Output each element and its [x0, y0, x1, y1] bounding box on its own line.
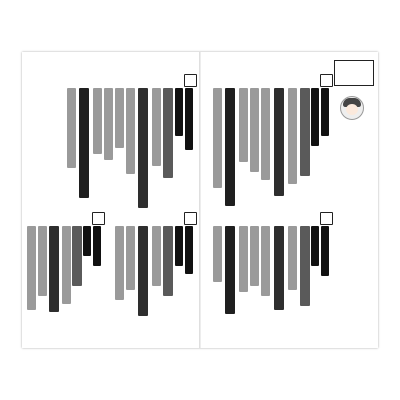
chapter-1-entry-2 — [288, 88, 297, 184]
chapter-3-sub-band-2 — [79, 88, 89, 198]
chapter-3-title — [185, 88, 193, 150]
chapter-3-entry-6 — [93, 88, 102, 154]
chapter-2-title — [321, 226, 329, 276]
chapter-4-entry-4 — [115, 226, 124, 300]
chapter-3-entry-5 — [104, 88, 113, 160]
chapter-3-entry-4 — [115, 88, 124, 148]
chapter-5-number — [92, 212, 105, 225]
chapter-5-title-line2 — [83, 226, 91, 256]
book-spread — [22, 52, 378, 348]
chapter-3-title-line2 — [175, 88, 183, 136]
chapter-5-entry-3 — [38, 226, 47, 296]
chapter-1-number — [320, 74, 333, 87]
chapter-2-number — [320, 212, 333, 225]
chapter-1-title-line2 — [311, 88, 319, 146]
chapter-3-entry-7 — [67, 88, 76, 168]
chapter-2-title-line2 — [311, 226, 319, 266]
chapter-2-sub-band — [274, 226, 284, 310]
chapter-1-entry-5 — [239, 88, 248, 162]
chapter-4-title — [185, 226, 193, 274]
chapter-2-sub-band-2 — [225, 226, 235, 314]
chapter-4-number — [184, 212, 197, 225]
chapter-1-sub-band — [274, 88, 284, 196]
chapter-4-entry-3 — [126, 226, 135, 290]
chapter-2-entry-2 — [288, 226, 297, 290]
chapter-5-entry-2 — [62, 226, 71, 304]
chapter-1-entry-6 — [213, 88, 222, 188]
chapter-5-entry-4 — [27, 226, 36, 310]
chapter-4-entry-1 — [163, 226, 173, 296]
chapter-3-entry-1 — [163, 88, 173, 178]
chapter-4-sub-band — [138, 226, 148, 316]
character-avatar — [340, 96, 364, 120]
chapter-5-entry-1 — [72, 226, 82, 286]
chapter-1-sub-band-2 — [225, 88, 235, 206]
chapter-2-entry-6 — [213, 226, 222, 282]
chapter-1-title — [321, 88, 329, 136]
chapter-5-sub-band — [49, 226, 59, 312]
chapter-1-entry-3 — [261, 88, 270, 180]
chapter-5-title — [93, 226, 101, 266]
chapter-2-entry-3 — [261, 226, 270, 296]
avatar-face — [346, 104, 358, 115]
chapter-3-sub-band — [138, 88, 148, 208]
book-spine — [199, 52, 201, 348]
chapter-2-entry-4 — [250, 226, 259, 286]
chapter-1-entry-1 — [300, 88, 310, 176]
chapter-3-number — [184, 74, 197, 87]
chapter-2-entry-1 — [300, 226, 310, 306]
toc-title-box — [334, 60, 374, 86]
chapter-4-entry-2 — [152, 226, 161, 286]
chapter-2-entry-5 — [239, 226, 248, 292]
chapter-3-entry-2 — [152, 88, 161, 166]
chapter-3-entry-3 — [126, 88, 135, 174]
chapter-4-title-line2 — [175, 226, 183, 266]
chapter-1-entry-4 — [250, 88, 259, 172]
